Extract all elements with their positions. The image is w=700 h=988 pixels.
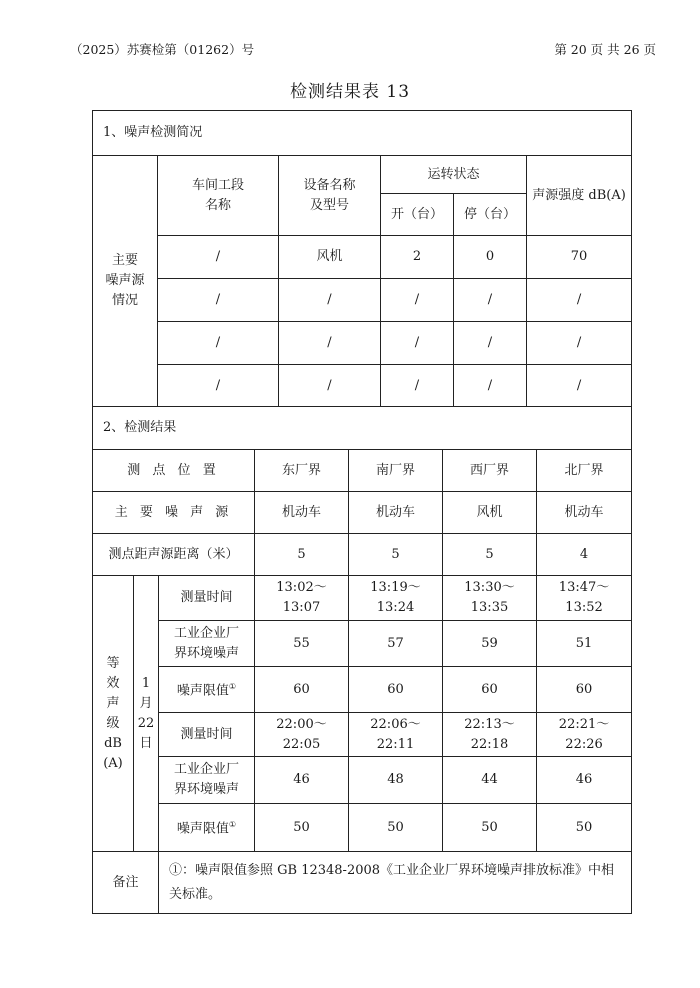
table-cell: / xyxy=(454,365,527,407)
table-cell: 5 xyxy=(349,534,443,576)
table-cell: / xyxy=(527,322,632,365)
table-cell: 西厂界 xyxy=(443,450,537,492)
table-cell: 风机 xyxy=(443,492,537,534)
remarks-text: ①：噪声限值参照 GB 12348-2008《工业企业厂界环境噪声排放标准》中相关标准。 xyxy=(159,852,632,914)
table-cell: 48 xyxy=(349,757,443,804)
table-cell: / xyxy=(381,279,454,322)
table-cell: / xyxy=(158,279,279,322)
table-cell: 22:06～ 22:11 xyxy=(349,713,443,757)
table-cell: / xyxy=(527,279,632,322)
table-row xyxy=(93,492,632,534)
remarks-label: 备注 xyxy=(93,852,159,914)
table-cell: 55 xyxy=(255,621,349,667)
table-cell: 13:47～ 13:52 xyxy=(537,576,632,621)
noise-limit-label: 噪声限值① xyxy=(159,804,255,852)
table-cell: / xyxy=(381,322,454,365)
table-cell: 风机 xyxy=(279,236,381,279)
section2-title: 2、检测结果 xyxy=(93,407,632,450)
col-equipment-header: 设备名称 及型号 xyxy=(279,156,381,236)
table-cell: 59 xyxy=(443,621,537,667)
equivalent-level-label: 等 效 声 级 dB (A) xyxy=(93,576,134,852)
table-row xyxy=(93,450,632,492)
table-cell: 4 xyxy=(537,534,632,576)
table-cell: 0 xyxy=(454,236,527,279)
table-row xyxy=(93,365,632,407)
col-off-header: 停（台） xyxy=(454,194,527,236)
table-row xyxy=(93,757,632,804)
table-cell: 5 xyxy=(443,534,537,576)
table-cell: 60 xyxy=(443,667,537,713)
date-label: 1 月 22 日 xyxy=(134,576,159,852)
page-number: 第 20 页 共 26 页 xyxy=(554,42,656,57)
section1-title: 1、噪声检测简况 xyxy=(93,111,632,156)
table-cell: 22:13～ 22:18 xyxy=(443,713,537,757)
noise-result-table xyxy=(92,406,632,914)
table-cell: / xyxy=(527,365,632,407)
table-cell: 60 xyxy=(349,667,443,713)
table-cell: 44 xyxy=(443,757,537,804)
table-cell: 60 xyxy=(537,667,632,713)
table-cell: 2 xyxy=(381,236,454,279)
table-cell: 51 xyxy=(537,621,632,667)
env-noise-label: 工业企业厂 界环境噪声 xyxy=(159,621,255,667)
table-row xyxy=(93,236,632,279)
measure-time-label: 测量时间 xyxy=(159,713,255,757)
table-cell: / xyxy=(158,322,279,365)
table-cell: / xyxy=(279,322,381,365)
table-cell: 机动车 xyxy=(537,492,632,534)
table-row xyxy=(93,576,632,621)
table-cell: / xyxy=(158,365,279,407)
page-title: 检测结果表 13 xyxy=(289,82,411,102)
table-cell: 46 xyxy=(537,757,632,804)
table-cell: 13:19～ 13:24 xyxy=(349,576,443,621)
table-cell: / xyxy=(454,279,527,322)
remarks-row xyxy=(93,852,632,914)
table-cell: / xyxy=(381,365,454,407)
table-row xyxy=(93,713,632,757)
noise-limit-label: 噪声限值① xyxy=(159,667,255,713)
table-cell: 机动车 xyxy=(255,492,349,534)
measure-time-label: 测量时间 xyxy=(159,576,255,621)
table-cell: 60 xyxy=(255,667,349,713)
table-cell: / xyxy=(454,322,527,365)
col-status-header: 运转状态 xyxy=(381,156,527,194)
table-cell: 70 xyxy=(527,236,632,279)
table-cell: 机动车 xyxy=(349,492,443,534)
table-cell: 50 xyxy=(349,804,443,852)
table-cell: / xyxy=(279,365,381,407)
table-row xyxy=(93,621,632,667)
table-cell: 5 xyxy=(255,534,349,576)
source-label: 主 要 噪 声 源 xyxy=(93,492,255,534)
env-noise-label: 工业企业厂 界环境噪声 xyxy=(159,757,255,804)
table-cell: 50 xyxy=(443,804,537,852)
table-cell: 46 xyxy=(255,757,349,804)
table-cell: 50 xyxy=(537,804,632,852)
col-workshop-header: 车间工段 名称 xyxy=(158,156,279,236)
table-cell: 22:21～ 22:26 xyxy=(537,713,632,757)
table-row xyxy=(93,279,632,322)
noise-source-table xyxy=(92,110,632,407)
table-row xyxy=(93,322,632,365)
table-cell: 22:00～ 22:05 xyxy=(255,713,349,757)
table-row xyxy=(93,667,632,713)
table-cell: 57 xyxy=(349,621,443,667)
table-cell: 东厂界 xyxy=(255,450,349,492)
position-label: 测 点 位 置 xyxy=(93,450,255,492)
table-cell: 北厂界 xyxy=(537,450,632,492)
distance-label: 测点距声源距离（米） xyxy=(93,534,255,576)
table-row xyxy=(93,534,632,576)
report-number: （2025）苏赛检第（01262）号 xyxy=(70,42,255,57)
table-cell: 南厂界 xyxy=(349,450,443,492)
table-cell: 13:30～ 13:35 xyxy=(443,576,537,621)
table-cell: / xyxy=(279,279,381,322)
col-intensity-header: 声源强度 dB(A) xyxy=(527,156,632,236)
table-cell: 50 xyxy=(255,804,349,852)
table-cell: / xyxy=(158,236,279,279)
table-row xyxy=(93,804,632,852)
col-on-header: 开（台） xyxy=(381,194,454,236)
main-noise-source-label: 主要 噪声源 情况 xyxy=(93,156,158,407)
table-cell: 13:02～ 13:07 xyxy=(255,576,349,621)
